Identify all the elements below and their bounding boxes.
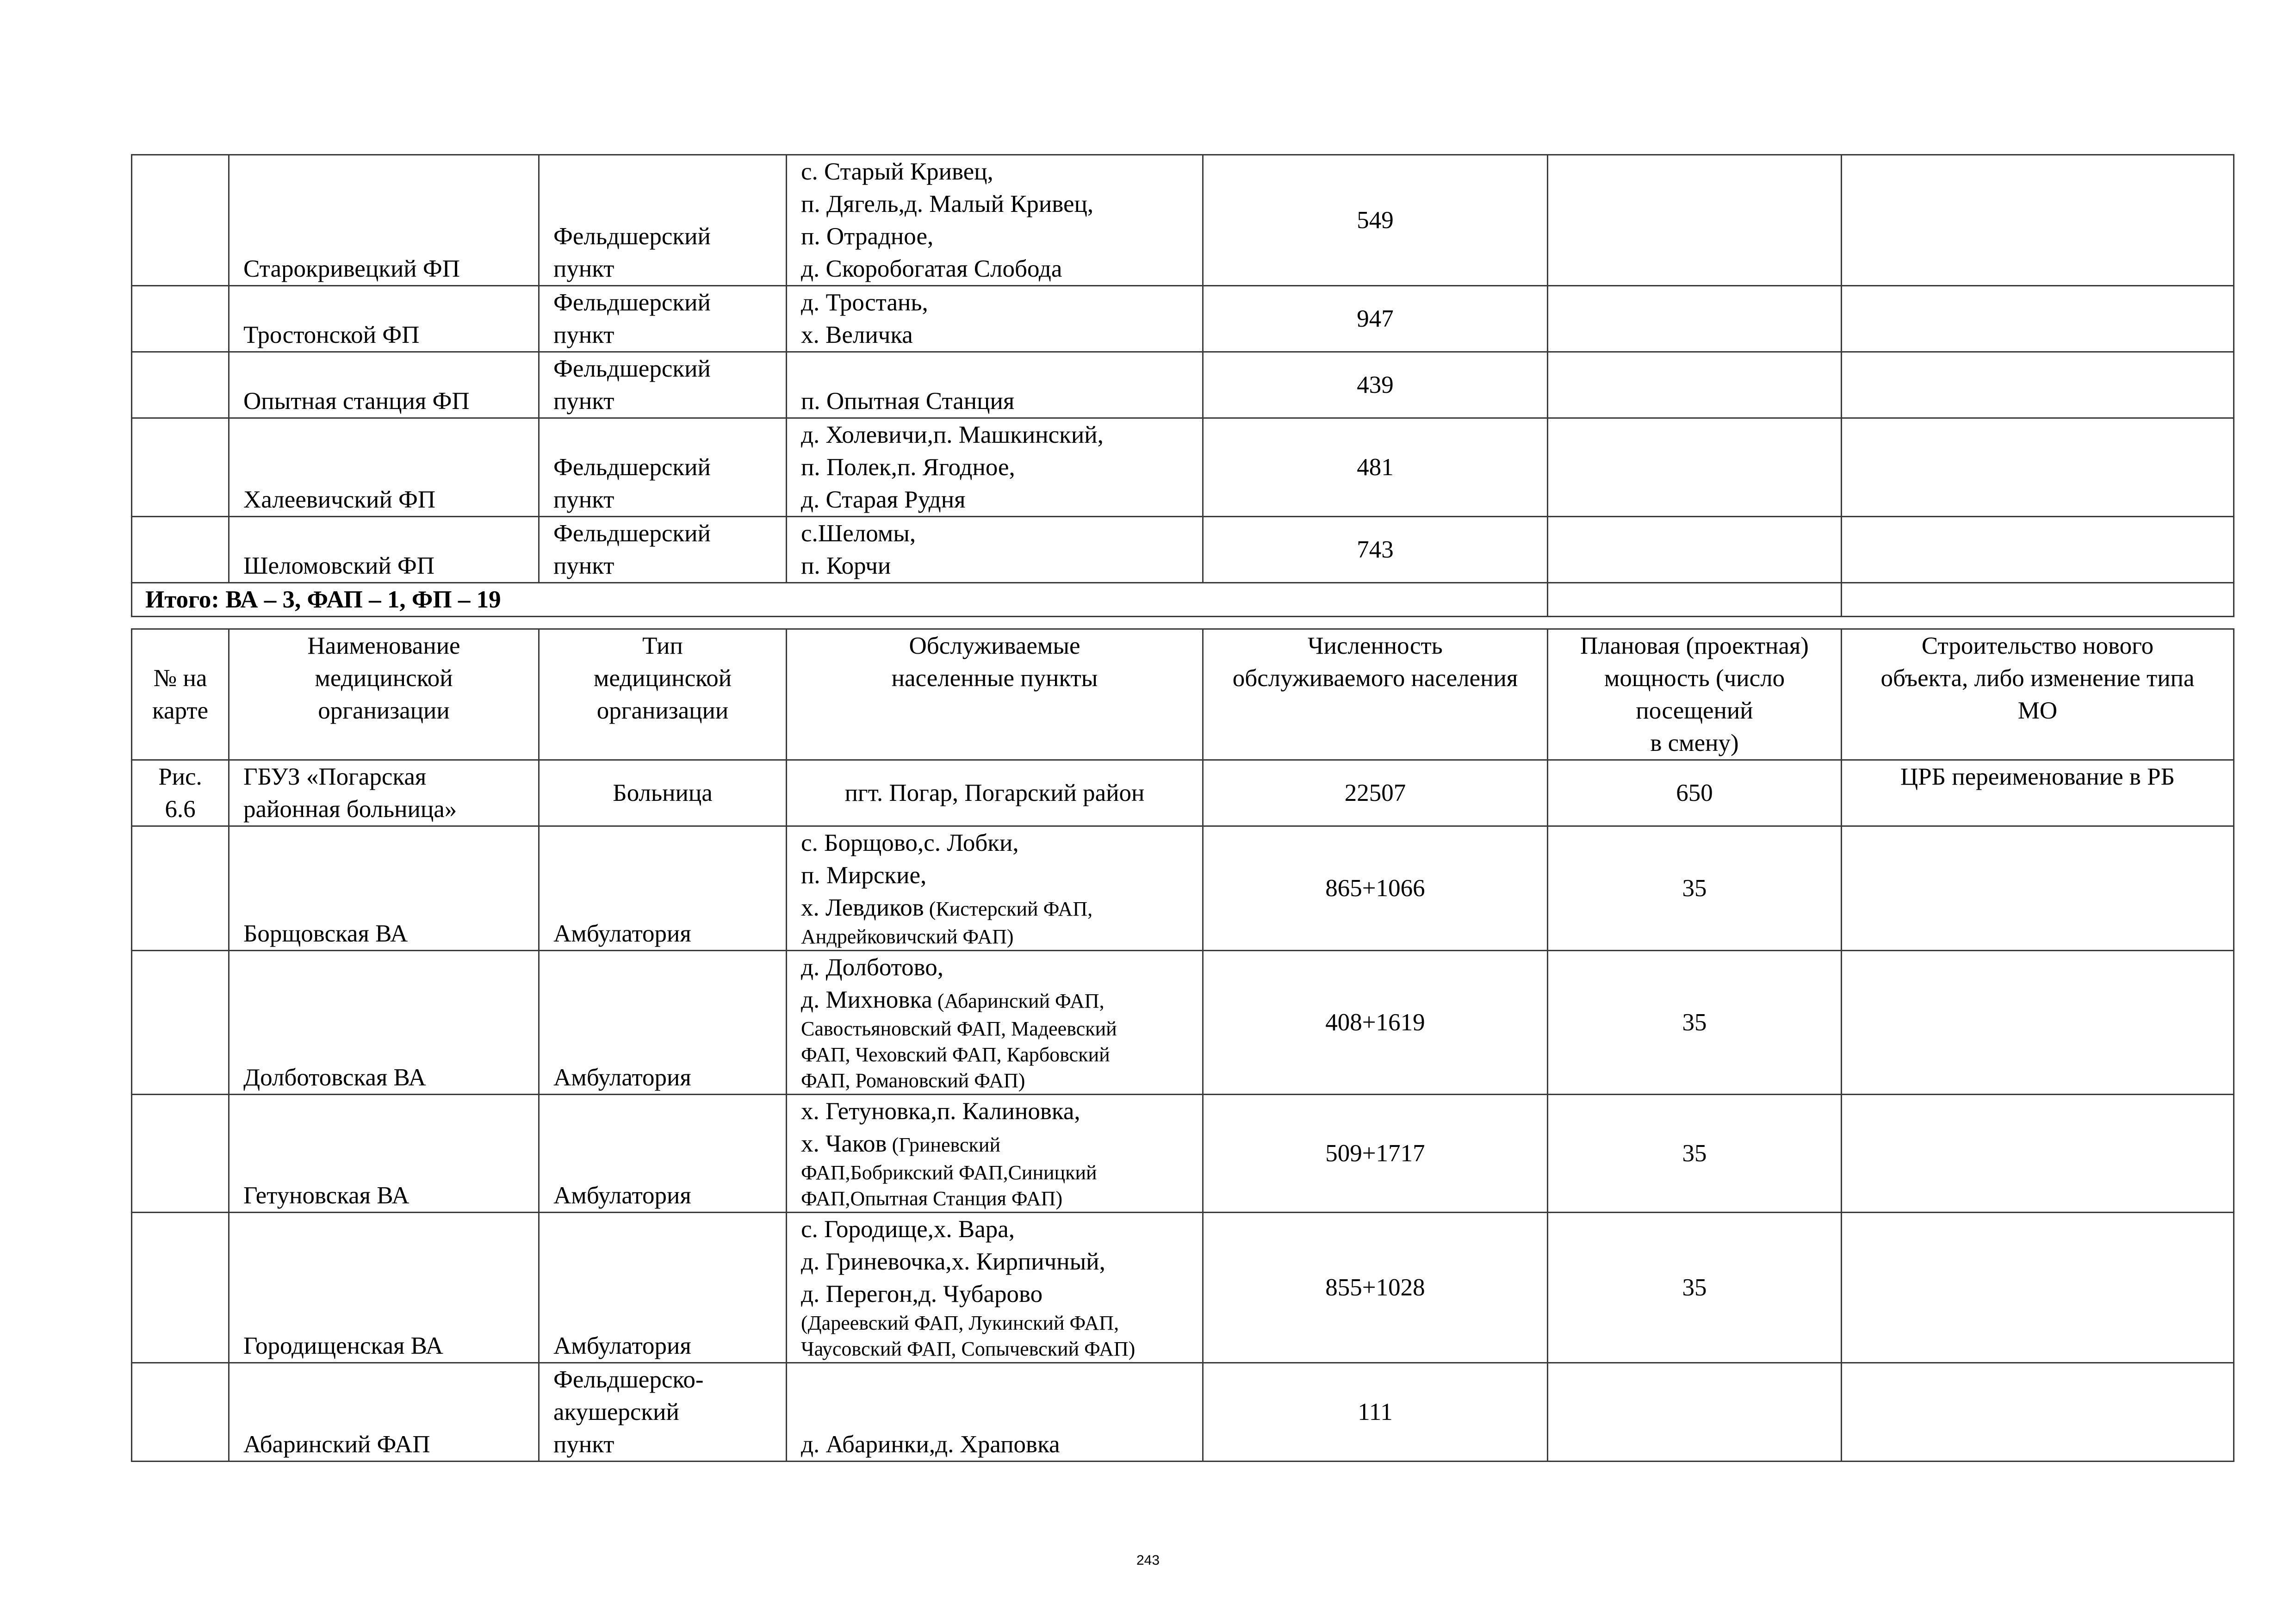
page-number: 243	[1136, 1553, 1160, 1568]
construction	[1842, 951, 2234, 1095]
population: 111	[1203, 1363, 1548, 1462]
table-row	[132, 1213, 2234, 1363]
population: 439	[1203, 352, 1548, 418]
table-row	[132, 1363, 2234, 1462]
construction: ЦРБ переименование в РБ	[1842, 760, 2234, 826]
map-num-cell	[132, 155, 229, 286]
header-served-points: Обслуживаемые населенные пункты	[787, 629, 1203, 760]
org-name: ГБУЗ «Погарская районная больница»	[229, 760, 539, 826]
table-row	[132, 826, 2234, 951]
org-type: Амбулатория	[539, 1213, 787, 1363]
medical-organizations-table	[131, 628, 2234, 1462]
table-header-row	[132, 629, 2234, 760]
org-type: Амбулатория	[539, 1095, 787, 1213]
capacity	[1548, 418, 1842, 517]
capacity	[1548, 155, 1842, 286]
map-num-cell	[132, 352, 229, 418]
population: 509+1717	[1203, 1095, 1548, 1213]
org-type: Фельдшерский пункт	[539, 352, 787, 418]
population: 865+1066	[1203, 826, 1548, 951]
org-name: Абаринский ФАП	[229, 1363, 539, 1462]
header-map-number: № на карте	[132, 629, 229, 760]
org-name: Тростонской ФП	[229, 286, 539, 352]
map-num-cell	[132, 1213, 229, 1363]
org-type: Фельдшерский пункт	[539, 155, 787, 286]
population: 408+1619	[1203, 951, 1548, 1095]
org-name: Долботовская ВА	[229, 951, 539, 1095]
org-name: Городищенская ВА	[229, 1213, 539, 1363]
population: 855+1028	[1203, 1213, 1548, 1363]
capacity	[1548, 1363, 1842, 1462]
construction	[1842, 826, 2234, 951]
org-name: Халеевичский ФП	[229, 418, 539, 517]
construction	[1842, 155, 2234, 286]
construction	[1842, 1213, 2234, 1363]
served-points: д. Тростань, х. Величка	[787, 286, 1203, 352]
table-row	[132, 1095, 2234, 1213]
construction	[1842, 352, 2234, 418]
served-points: х. Гетуновка,п. Калиновка, х. Чаков (Гриневский ФАП,Бобрикский ФАП,Синицкий ФАП,Опытная Станция ФАП)	[787, 1095, 1203, 1213]
org-name: Гетуновская ВА	[229, 1095, 539, 1213]
served-points: д. Долботово, д. Михновка (Абаринский ФАП, Савостьяновский ФАП, Мадеевский ФАП, Чеховский ФАП, Карбовский ФАП, Романовский ФАП)	[787, 951, 1203, 1095]
population: 549	[1203, 155, 1548, 286]
population: 22507	[1203, 760, 1548, 826]
served-points: пгт. Погар, Погарский район	[787, 760, 1203, 826]
table-row	[132, 760, 2234, 826]
org-name: Опытная станция ФП	[229, 352, 539, 418]
construction	[1842, 286, 2234, 352]
table-row	[132, 155, 2234, 286]
capacity: 35	[1548, 951, 1842, 1095]
header-construction: Строительство нового объекта, либо изменение типа МО	[1842, 629, 2234, 760]
map-num-cell	[132, 826, 229, 951]
org-type: Фельдшерский пункт	[539, 517, 787, 583]
capacity: 35	[1548, 1095, 1842, 1213]
population: 481	[1203, 418, 1548, 517]
org-type: Больница	[539, 760, 787, 826]
construction	[1842, 517, 2234, 583]
org-type: Амбулатория	[539, 951, 787, 1095]
capacity: 35	[1548, 826, 1842, 951]
header-capacity: Плановая (проектная) мощность (число посещений в смену)	[1548, 629, 1842, 760]
served-points: п. Опытная Станция	[787, 352, 1203, 418]
construction	[1842, 583, 2234, 617]
capacity	[1548, 286, 1842, 352]
org-type: Фельдшерско- акушерский пункт	[539, 1363, 787, 1462]
continuation-table	[131, 154, 2234, 617]
table-row	[132, 517, 2234, 583]
population: 743	[1203, 517, 1548, 583]
map-number: Рис. 6.6	[132, 760, 229, 826]
table-row	[132, 352, 2234, 418]
capacity: 35	[1548, 1213, 1842, 1363]
map-num-cell	[132, 951, 229, 1095]
org-name: Шеломовский ФП	[229, 517, 539, 583]
org-type: Фельдшерский пункт	[539, 286, 787, 352]
map-num-cell	[132, 517, 229, 583]
org-type: Фельдшерский пункт	[539, 418, 787, 517]
header-org-name: Наименование медицинской организации	[229, 629, 539, 760]
header-org-type: Тип медицинской организации	[539, 629, 787, 760]
served-points: с. Городище,х. Вара, д. Гриневочка,х. Кирпичный, д. Перегон,д. Чубарово (Дареевский ФАП, Лукинский ФАП, Чаусовский ФАП, Сопычевский ФАП)	[787, 1213, 1203, 1363]
table-row	[132, 418, 2234, 517]
population: 947	[1203, 286, 1548, 352]
capacity	[1548, 352, 1842, 418]
served-points: д. Абаринки,д. Храповка	[787, 1363, 1203, 1462]
org-type: Амбулатория	[539, 826, 787, 951]
map-num-cell	[132, 418, 229, 517]
capacity	[1548, 517, 1842, 583]
org-name: Старокривецкий ФП	[229, 155, 539, 286]
capacity	[1548, 583, 1842, 617]
map-num-cell	[132, 286, 229, 352]
capacity: 650	[1548, 760, 1842, 826]
served-points: с.Шеломы, п. Корчи	[787, 517, 1203, 583]
map-num-cell	[132, 1095, 229, 1213]
served-points: с. Старый Кривец, п. Дягель,д. Малый Кривец, п. Отрадное, д. Скоробогатая Слобода	[787, 155, 1203, 286]
construction	[1842, 1363, 2234, 1462]
org-name: Борщовская ВА	[229, 826, 539, 951]
table-row	[132, 951, 2234, 1095]
header-population: Численность обслуживаемого населения	[1203, 629, 1548, 760]
construction	[1842, 418, 2234, 517]
total-summary: Итого: ВА – 3, ФАП – 1, ФП – 19	[132, 583, 1548, 617]
served-points: д. Холевичи,п. Машкинский, п. Полек,п. Ягодное, д. Старая Рудня	[787, 418, 1203, 517]
served-points: с. Борщово,с. Лобки, п. Мирские, х. Левдиков (Кистерский ФАП, Андрейковичский ФАП)	[787, 826, 1203, 951]
construction	[1842, 1095, 2234, 1213]
map-num-cell	[132, 1363, 229, 1462]
total-row	[132, 583, 2234, 617]
table-row	[132, 286, 2234, 352]
